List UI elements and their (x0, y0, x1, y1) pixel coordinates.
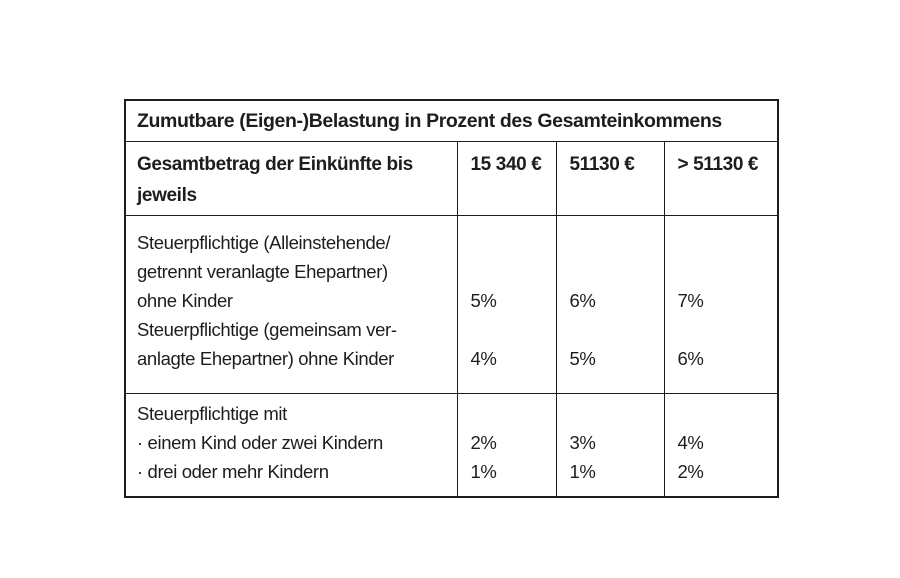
column-header-threshold-1-text: 15 340 € (470, 154, 542, 175)
value-cell-with-children-col2 (556, 394, 664, 498)
value-line (471, 228, 552, 257)
value-line (471, 257, 552, 286)
label-line: Steuerpflichtige (Alleinstehende/ (137, 232, 391, 253)
value-line: 2% (677, 461, 704, 482)
value-line: 1% (470, 461, 497, 482)
value-line (471, 315, 552, 344)
value-line: 3% (569, 432, 596, 453)
value-cell-with-children-col1 (457, 394, 556, 498)
label-line: · einem Kind oder zwei Kindern (137, 432, 383, 453)
label-line: ohne Kinder (137, 290, 233, 311)
body-row-no-children (125, 216, 778, 394)
column-header-threshold-1 (457, 142, 556, 216)
value-line: 6% (569, 290, 596, 311)
label-line: · drei oder mehr Kindern (137, 461, 329, 482)
value-line: 1% (569, 461, 596, 482)
tax-burden-table (124, 99, 779, 498)
value-line (678, 228, 774, 257)
label-line: getrennt veranlagte Ehepartner) (137, 261, 388, 282)
value-cell-no-children-col3 (664, 216, 778, 394)
value-line: 6% (677, 348, 704, 369)
column-header-threshold-3 (664, 142, 778, 216)
value-line (570, 257, 660, 286)
label-line: Steuerpflichtige (gemeinsam ver- (137, 319, 397, 340)
column-header-threshold-3-text: > 51130 € (677, 154, 759, 175)
value-line (570, 315, 660, 344)
value-line (678, 257, 774, 286)
body-row-with-children (125, 394, 778, 498)
value-line (570, 228, 660, 257)
row-label-with-children (125, 394, 457, 498)
header-label-line-1: Gesamtbetrag der Einkünfte bis (137, 154, 413, 175)
value-line (570, 399, 660, 428)
value-cell-with-children-col3 (664, 394, 778, 498)
value-line: 2% (470, 432, 497, 453)
value-line: 5% (470, 290, 497, 311)
label-line: Steuerpflichtige mit (137, 403, 287, 424)
value-line: 7% (677, 290, 704, 311)
value-line (678, 315, 774, 344)
header-label-cell (125, 142, 457, 216)
column-header-threshold-2 (556, 142, 664, 216)
value-line (471, 399, 552, 428)
header-label-line-2: jeweils (137, 185, 197, 206)
value-line: 5% (569, 348, 596, 369)
header-row (125, 142, 778, 216)
column-header-threshold-2-text: 51130 € (569, 154, 635, 175)
value-cell-no-children-col1 (457, 216, 556, 394)
title-row (125, 100, 778, 142)
value-line (678, 399, 774, 428)
value-line: 4% (677, 432, 704, 453)
label-line: anlagte Ehepartner) ohne Kinder (137, 348, 394, 369)
row-label-no-children (125, 216, 457, 394)
value-line: 4% (470, 348, 497, 369)
table-title: Zumutbare (Eigen-)Belastung in Prozent des Gesamteinkommens (125, 100, 778, 142)
value-cell-no-children-col2 (556, 216, 664, 394)
